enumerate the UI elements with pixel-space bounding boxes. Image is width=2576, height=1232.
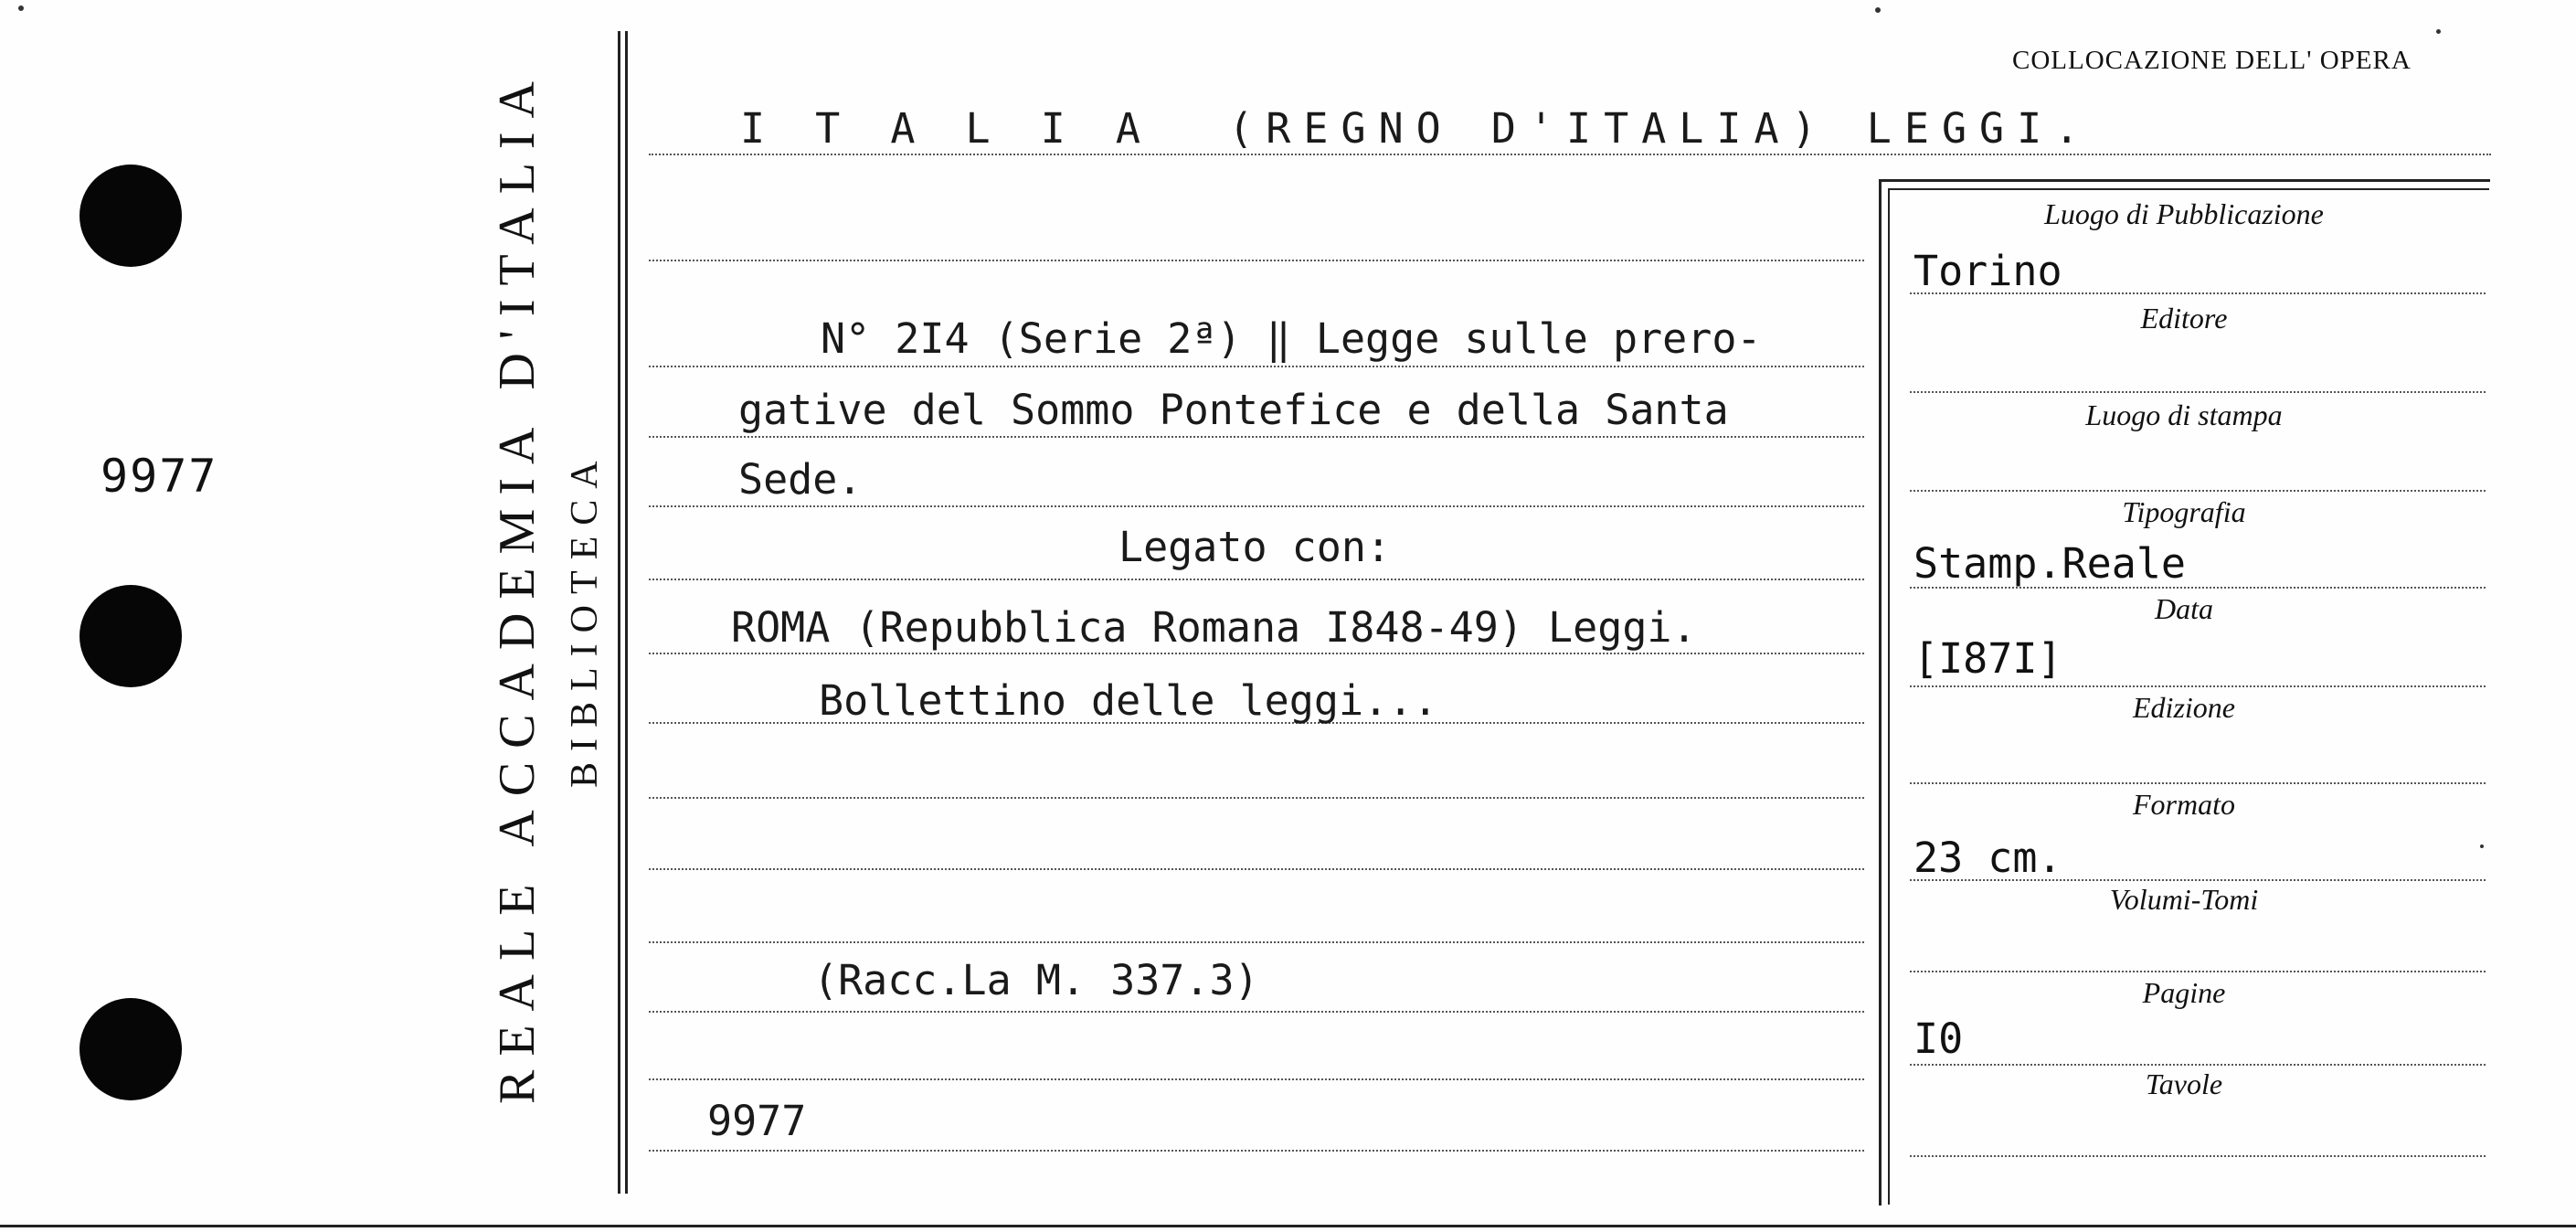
- value-data: [I87I]: [1913, 634, 2062, 683]
- rule-line: [649, 366, 1864, 367]
- entry-line-6: Bollettino delle leggi...: [819, 676, 1438, 725]
- collocazione-label: COLLOCAZIONE DELL' OPERA: [2012, 46, 2412, 75]
- value-tipografia: Stamp.Reale: [1913, 539, 2187, 588]
- card-bottom-edge: [0, 1225, 2576, 1227]
- scan-speck: [18, 5, 24, 11]
- department-name: BIBLIOTECA: [564, 450, 606, 788]
- entry-line-1: N° 2I4 (Serie 2ª) ‖ Legge sulle prero-: [821, 314, 1762, 363]
- vertical-rule-left: [618, 31, 620, 1194]
- rule-line: [649, 653, 1864, 654]
- scan-speck: [2436, 29, 2441, 34]
- rule-line: [649, 941, 1864, 943]
- punch-hole-bottom: [80, 998, 182, 1100]
- label-tipografia: Tipografia: [2122, 495, 2246, 528]
- value-pagine: I0: [1913, 1014, 1964, 1063]
- field-line: [1910, 971, 2486, 972]
- value-luogo-pubblicazione: Torino: [1913, 247, 2062, 295]
- field-line: [1910, 490, 2486, 492]
- entry-line-3: Sede.: [738, 455, 863, 504]
- field-line: [1910, 782, 2486, 784]
- label-tavole: Tavole: [2145, 1067, 2223, 1100]
- label-luogo-pubblicazione: Luogo di Pubblicazione: [2044, 197, 2324, 230]
- value-formato: 23 cm.: [1913, 834, 2062, 882]
- punch-hole-middle: [80, 585, 182, 687]
- label-luogo-stampa: Luogo di stampa: [2085, 398, 2283, 431]
- punch-hole-top: [80, 165, 182, 267]
- rule-line: [649, 154, 2491, 155]
- field-line: [1910, 391, 2486, 393]
- margin-number: 9977: [101, 450, 218, 503]
- vertical-rule-right: [625, 31, 628, 1194]
- rule-line: [649, 505, 1864, 507]
- label-editore: Editore: [2140, 302, 2228, 335]
- inventory-number: 9977: [707, 1097, 807, 1145]
- scan-speck: [2480, 844, 2484, 848]
- entry-line-4: Legato con:: [1118, 523, 1392, 571]
- field-line: [1910, 1064, 2486, 1066]
- institution-name: REALE ACCADEMIA D'ITALIA: [489, 68, 546, 1104]
- label-data: Data: [2155, 592, 2213, 625]
- rule-line: [649, 260, 1864, 261]
- rule-line: [649, 579, 1864, 580]
- field-line: [1910, 685, 2486, 687]
- label-volumi-tomi: Volumi-Tomi: [2109, 883, 2259, 916]
- rule-line: [649, 1150, 1864, 1152]
- rule-line: [649, 1011, 1864, 1013]
- rule-line: [649, 797, 1864, 799]
- entry-heading: I T A L I A (REGNO D'ITALIA) LEGGI.: [740, 104, 2093, 153]
- field-line: [1910, 1155, 2486, 1157]
- scan-speck: [1875, 7, 1881, 13]
- rule-line: [649, 868, 1864, 870]
- entry-note: (Racc.La M. 337.3): [813, 956, 1259, 1004]
- entry-line-5: ROMA (Repubblica Romana I848-49) Leggi.: [731, 603, 1697, 652]
- rule-line: [649, 436, 1864, 438]
- label-edizione: Edizione: [2133, 691, 2235, 724]
- label-formato: Formato: [2133, 788, 2235, 821]
- rule-line: [649, 1078, 1864, 1080]
- entry-line-2: gative del Sommo Pontefice e della Santa: [738, 386, 1729, 434]
- label-pagine: Pagine: [2142, 976, 2226, 1009]
